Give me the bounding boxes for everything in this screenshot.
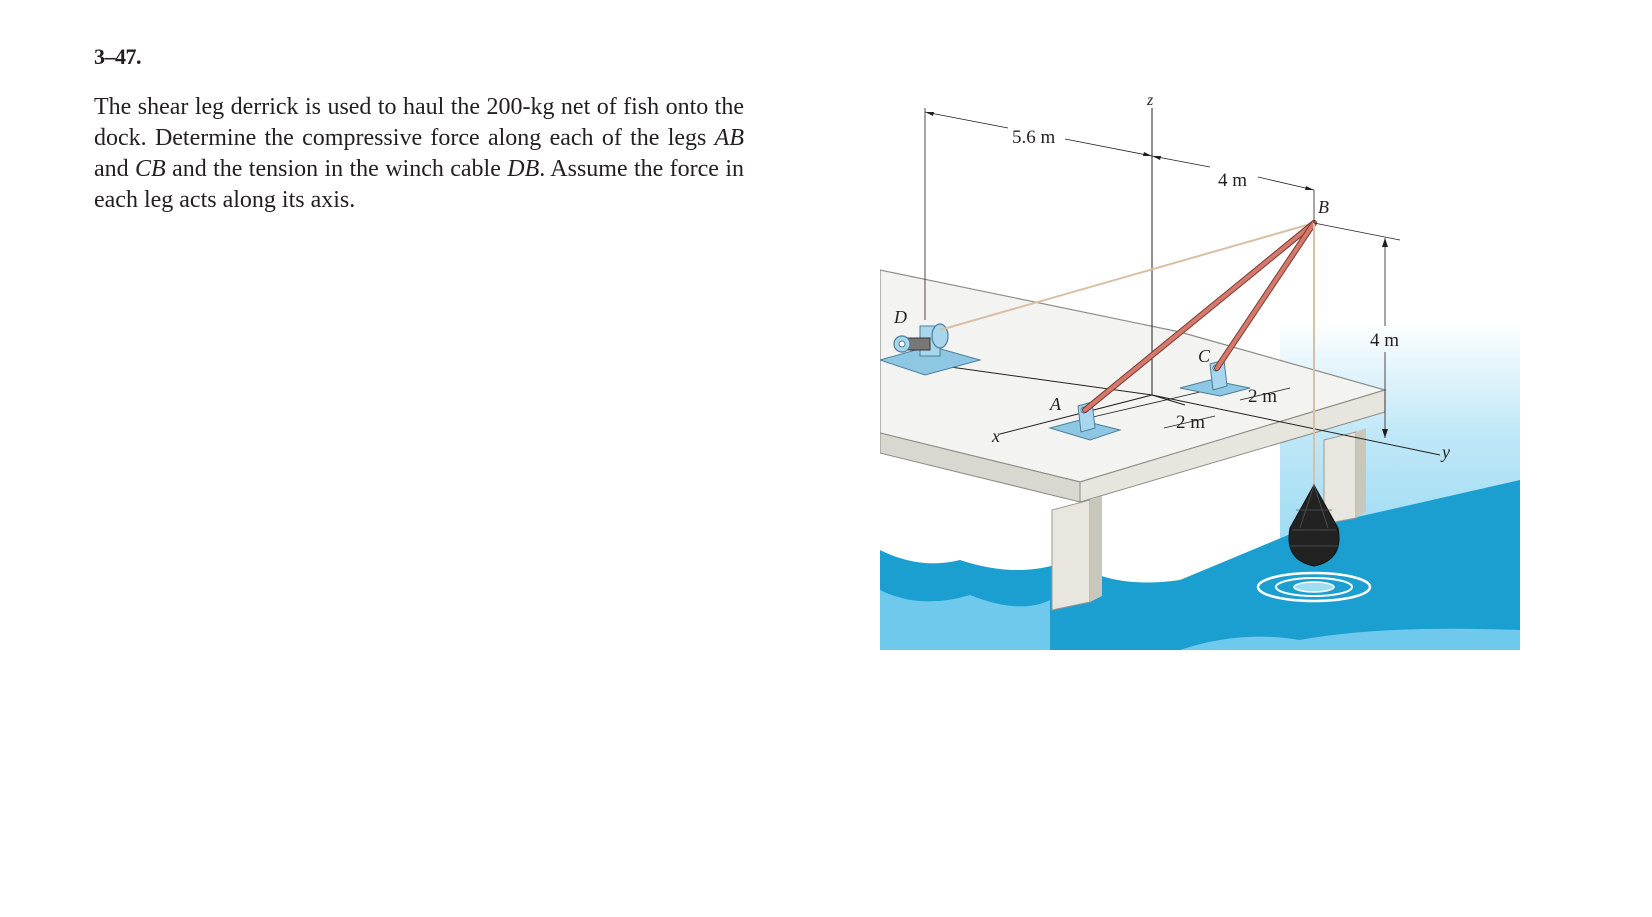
x-axis-label: x	[992, 426, 1000, 446]
winch-cable-db	[940, 223, 1314, 330]
statement-leg-cb: CB	[135, 156, 166, 182]
dim-5-6-arrow-left	[925, 112, 934, 116]
y-axis-label: y	[1442, 442, 1450, 462]
dim-4m-arrow-left	[1152, 156, 1161, 160]
dim-a-offset-label: 2 m	[1176, 412, 1206, 433]
height-top-guide	[1314, 223, 1400, 240]
point-a-label: A	[1050, 394, 1061, 414]
dim-5-6-line-right	[1065, 139, 1152, 156]
dim-5-6-line-left	[925, 112, 1008, 128]
winch-hub-left	[899, 341, 905, 347]
dim-5-6-arrow-right	[1143, 152, 1152, 156]
point-c-label: C	[1198, 346, 1211, 366]
derrick-figure	[880, 90, 1530, 680]
dock-post-front-side	[1090, 496, 1102, 602]
statement-part-3: and the tension in the winch cable	[165, 156, 508, 182]
z-axis-label: z	[1147, 92, 1154, 109]
dim-height-arrow-top	[1382, 238, 1388, 247]
point-d-label: D	[894, 307, 907, 327]
dim-c-offset-label: 2 m	[1248, 386, 1278, 407]
statement-part-4: . Assume the force in each leg acts along its axis.	[94, 156, 744, 213]
ripple-inner	[1294, 582, 1334, 592]
point-b-label: B	[1318, 197, 1329, 217]
dim-height-label: 4 m	[1370, 330, 1400, 351]
dock-post-right-side	[1356, 428, 1366, 518]
statement-part-2: and	[94, 156, 136, 182]
dock-post-front	[1052, 500, 1090, 610]
dim-4m-arrow-right	[1305, 186, 1314, 190]
statement-leg-ab: AB	[714, 125, 744, 151]
dim-4m-horizontal-label: 4 m	[1218, 170, 1248, 191]
dim-5-6-label: 5.6 m	[1012, 127, 1056, 148]
dim-4m-line-left	[1152, 156, 1210, 167]
derrick-diagram	[880, 90, 1530, 680]
problem-statement	[94, 92, 744, 216]
problem-number: 3–47.	[94, 44, 141, 69]
statement-cable-db: DB	[507, 156, 540, 182]
statement-part-1: The shear leg derrick is used to haul the 200-kg net of fish onto the dock. Determine the compressive force along each of the legs	[94, 94, 744, 151]
